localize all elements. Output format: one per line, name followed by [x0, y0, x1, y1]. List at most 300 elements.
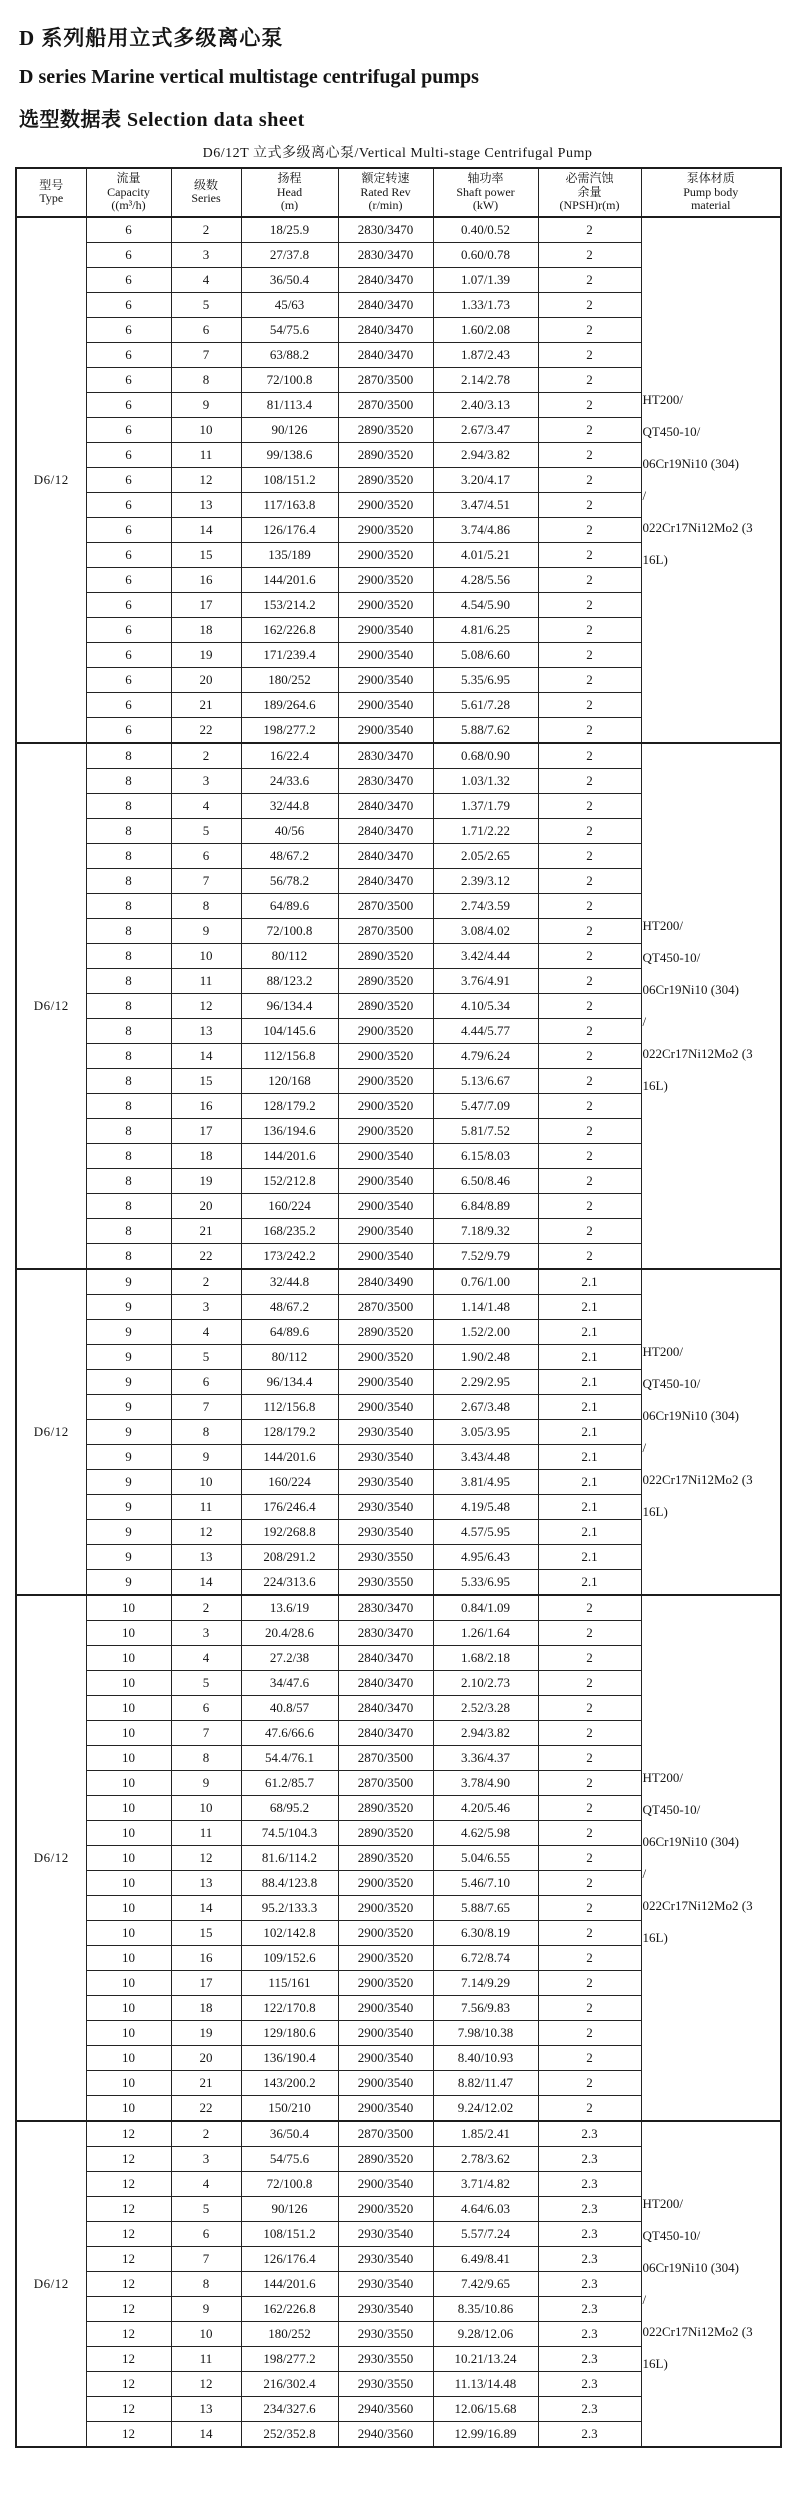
column-header-line: Capacity — [107, 184, 150, 199]
npsh-cell: 2 — [538, 592, 641, 617]
npsh-cell: 2.3 — [538, 2296, 641, 2321]
column-header-line: 流量 — [116, 171, 141, 185]
shaft-power-cell: 5.04/6.55 — [433, 1845, 538, 1870]
capacity-cell: 8 — [86, 743, 171, 769]
capacity-cell: 8 — [86, 868, 171, 893]
shaft-power-cell: 4.10/5.34 — [433, 993, 538, 1018]
material-line: 16L) — [642, 1929, 668, 1945]
head-cell: 150/210 — [241, 2095, 338, 2121]
capacity-cell: 10 — [86, 2070, 171, 2095]
head-cell: 80/112 — [241, 1344, 338, 1369]
rated-rev-cell: 2900/3540 — [338, 2045, 433, 2070]
rated-rev-cell: 2930/3550 — [338, 1569, 433, 1595]
npsh-cell: 2 — [538, 1745, 641, 1770]
series-cell: 18 — [171, 1143, 241, 1168]
rated-rev-cell: 2900/3540 — [338, 2020, 433, 2045]
series-cell: 7 — [171, 342, 241, 367]
rated-rev-cell: 2890/3520 — [338, 467, 433, 492]
series-cell: 4 — [171, 1645, 241, 1670]
head-cell: 162/226.8 — [241, 2296, 338, 2321]
table-row — [16, 217, 781, 243]
column-header-line: Series — [191, 191, 221, 206]
head-cell: 40/56 — [241, 818, 338, 843]
shaft-power-cell: 1.60/2.08 — [433, 317, 538, 342]
head-cell: 180/252 — [241, 667, 338, 692]
series-cell: 3 — [171, 768, 241, 793]
npsh-cell: 2 — [538, 692, 641, 717]
capacity-cell: 6 — [86, 417, 171, 442]
shaft-power-cell: 12.99/16.89 — [433, 2421, 538, 2447]
column-header-capacity — [86, 168, 171, 217]
column-header-line: Head — [276, 184, 303, 199]
capacity-cell: 12 — [86, 2271, 171, 2296]
shaft-power-cell: 8.40/10.93 — [433, 2045, 538, 2070]
npsh-cell: 2.3 — [538, 2171, 641, 2196]
capacity-cell: 10 — [86, 1945, 171, 1970]
rated-rev-cell: 2900/3520 — [338, 1945, 433, 1970]
material-line: HT200/ — [642, 1343, 683, 1359]
capacity-cell: 8 — [86, 1143, 171, 1168]
head-cell: 54/75.6 — [241, 2146, 338, 2171]
npsh-cell: 2 — [538, 1043, 641, 1068]
shaft-power-cell: 3.08/4.02 — [433, 918, 538, 943]
npsh-cell: 2 — [538, 1218, 641, 1243]
shaft-power-cell: 11.13/14.48 — [433, 2371, 538, 2396]
capacity-cell: 6 — [86, 592, 171, 617]
npsh-cell: 2 — [538, 392, 641, 417]
rated-rev-cell: 2890/3520 — [338, 1319, 433, 1344]
head-cell: 192/268.8 — [241, 1519, 338, 1544]
rated-rev-cell: 2900/3540 — [338, 1369, 433, 1394]
capacity-cell: 10 — [86, 1845, 171, 1870]
head-cell: 61.2/85.7 — [241, 1770, 338, 1795]
rated-rev-cell: 2830/3470 — [338, 768, 433, 793]
shaft-power-cell: 5.47/7.09 — [433, 1093, 538, 1118]
rated-rev-cell: 2900/3520 — [338, 2196, 433, 2221]
shaft-power-cell: 5.88/7.65 — [433, 1895, 538, 1920]
head-cell: 126/176.4 — [241, 517, 338, 542]
npsh-cell: 2 — [538, 1620, 641, 1645]
capacity-cell: 12 — [86, 2346, 171, 2371]
rated-rev-cell: 2840/3470 — [338, 342, 433, 367]
series-cell: 20 — [171, 667, 241, 692]
shaft-power-cell: 7.98/10.38 — [433, 2020, 538, 2045]
shaft-power-cell: 4.01/5.21 — [433, 542, 538, 567]
shaft-power-cell: 2.10/2.73 — [433, 1670, 538, 1695]
head-cell: 72/100.8 — [241, 2171, 338, 2196]
npsh-cell: 2 — [538, 717, 641, 743]
head-cell: 104/145.6 — [241, 1018, 338, 1043]
shaft-power-cell: 1.68/2.18 — [433, 1645, 538, 1670]
series-cell: 11 — [171, 968, 241, 993]
head-cell: 32/44.8 — [241, 1269, 338, 1295]
npsh-cell: 2 — [538, 2045, 641, 2070]
head-cell: 108/151.2 — [241, 467, 338, 492]
capacity-cell: 8 — [86, 1118, 171, 1143]
rated-rev-cell: 2930/3540 — [338, 1444, 433, 1469]
head-cell: 129/180.6 — [241, 2020, 338, 2045]
npsh-cell: 2 — [538, 442, 641, 467]
npsh-cell: 2.1 — [538, 1294, 641, 1319]
rated-rev-cell: 2900/3540 — [338, 642, 433, 667]
rated-rev-cell: 2930/3540 — [338, 1469, 433, 1494]
capacity-cell: 8 — [86, 843, 171, 868]
head-cell: 72/100.8 — [241, 918, 338, 943]
shaft-power-cell: 1.90/2.48 — [433, 1344, 538, 1369]
series-cell: 18 — [171, 1995, 241, 2020]
capacity-cell: 10 — [86, 2045, 171, 2070]
capacity-cell: 10 — [86, 1970, 171, 1995]
series-cell: 5 — [171, 818, 241, 843]
rated-rev-cell: 2900/3520 — [338, 1068, 433, 1093]
capacity-cell: 8 — [86, 968, 171, 993]
npsh-cell: 2 — [538, 943, 641, 968]
column-header-series — [171, 168, 241, 217]
rated-rev-cell: 2870/3500 — [338, 2121, 433, 2147]
column-header-line: 型号 — [39, 177, 64, 192]
head-cell: 56/78.2 — [241, 868, 338, 893]
capacity-cell: 6 — [86, 467, 171, 492]
series-cell: 13 — [171, 1544, 241, 1569]
head-cell: 216/302.4 — [241, 2371, 338, 2396]
npsh-cell: 2.3 — [538, 2396, 641, 2421]
head-cell: 108/151.2 — [241, 2221, 338, 2246]
shaft-power-cell: 3.20/4.17 — [433, 467, 538, 492]
rated-rev-cell: 2900/3520 — [338, 1895, 433, 1920]
capacity-cell: 6 — [86, 517, 171, 542]
npsh-cell: 2 — [538, 1820, 641, 1845]
head-cell: 32/44.8 — [241, 793, 338, 818]
shaft-power-cell: 3.78/4.90 — [433, 1770, 538, 1795]
npsh-cell: 2 — [538, 617, 641, 642]
head-cell: 112/156.8 — [241, 1394, 338, 1419]
rated-rev-cell: 2870/3500 — [338, 367, 433, 392]
npsh-cell: 2 — [538, 642, 641, 667]
rated-rev-cell: 2900/3540 — [338, 1995, 433, 2020]
capacity-cell: 12 — [86, 2146, 171, 2171]
rated-rev-cell: 2830/3470 — [338, 1620, 433, 1645]
table-row — [16, 1595, 781, 1621]
head-cell: 48/67.2 — [241, 1294, 338, 1319]
series-cell: 16 — [171, 1093, 241, 1118]
material-line: 06Cr19Ni10 (304) — [642, 455, 739, 471]
npsh-cell: 2.3 — [538, 2321, 641, 2346]
npsh-cell: 2 — [538, 1118, 641, 1143]
head-cell: 234/327.6 — [241, 2396, 338, 2421]
material-cell — [641, 743, 781, 1269]
head-cell: 120/168 — [241, 1068, 338, 1093]
npsh-cell: 2 — [538, 868, 641, 893]
npsh-cell: 2 — [538, 2070, 641, 2095]
npsh-cell: 2.3 — [538, 2146, 641, 2171]
capacity-cell: 10 — [86, 1820, 171, 1845]
shaft-power-cell: 3.71/4.82 — [433, 2171, 538, 2196]
npsh-cell: 2.1 — [538, 1369, 641, 1394]
shaft-power-cell: 4.81/6.25 — [433, 617, 538, 642]
capacity-cell: 9 — [86, 1444, 171, 1469]
shaft-power-cell: 6.72/8.74 — [433, 1945, 538, 1970]
material-line: QT450-10/ — [642, 949, 701, 965]
shaft-power-cell: 2.05/2.65 — [433, 843, 538, 868]
series-cell: 21 — [171, 692, 241, 717]
shaft-power-cell: 5.08/6.60 — [433, 642, 538, 667]
rated-rev-cell: 2900/3520 — [338, 592, 433, 617]
shaft-power-cell: 10.21/13.24 — [433, 2346, 538, 2371]
head-cell: 18/25.9 — [241, 217, 338, 243]
head-cell: 34/47.6 — [241, 1670, 338, 1695]
material-line: 06Cr19Ni10 (304) — [642, 981, 739, 997]
npsh-cell: 2 — [538, 1093, 641, 1118]
capacity-cell: 10 — [86, 2020, 171, 2045]
npsh-cell: 2 — [538, 1068, 641, 1093]
capacity-cell: 12 — [86, 2421, 171, 2447]
npsh-cell: 2 — [538, 1143, 641, 1168]
capacity-cell: 6 — [86, 342, 171, 367]
column-header-line: Shaft power — [456, 184, 515, 199]
series-cell: 3 — [171, 1620, 241, 1645]
head-cell: 88.4/123.8 — [241, 1870, 338, 1895]
shaft-power-cell: 5.88/7.62 — [433, 717, 538, 743]
column-header-material — [641, 168, 781, 217]
head-cell: 48/67.2 — [241, 843, 338, 868]
column-header-line: 余量 — [577, 184, 602, 199]
series-cell: 9 — [171, 918, 241, 943]
head-cell: 27.2/38 — [241, 1645, 338, 1670]
head-cell: 74.5/104.3 — [241, 1820, 338, 1845]
npsh-cell: 2 — [538, 1695, 641, 1720]
capacity-cell: 6 — [86, 617, 171, 642]
npsh-cell: 2 — [538, 1870, 641, 1895]
rated-rev-cell: 2900/3520 — [338, 1344, 433, 1369]
series-cell: 4 — [171, 2171, 241, 2196]
shaft-power-cell: 1.52/2.00 — [433, 1319, 538, 1344]
npsh-cell: 2 — [538, 1920, 641, 1945]
npsh-cell: 2 — [538, 292, 641, 317]
shaft-power-cell: 3.43/4.48 — [433, 1444, 538, 1469]
series-cell: 10 — [171, 2321, 241, 2346]
capacity-cell: 12 — [86, 2171, 171, 2196]
head-cell: 16/22.4 — [241, 743, 338, 769]
npsh-cell: 2 — [538, 1168, 641, 1193]
series-cell: 2 — [171, 743, 241, 769]
shaft-power-cell: 5.35/6.95 — [433, 667, 538, 692]
rated-rev-cell: 2930/3540 — [338, 1519, 433, 1544]
capacity-cell: 10 — [86, 2095, 171, 2121]
material-line: QT450-10/ — [642, 423, 701, 439]
npsh-cell: 2 — [538, 993, 641, 1018]
capacity-cell: 10 — [86, 1795, 171, 1820]
type-cell: D6/12 — [16, 1269, 86, 1595]
head-cell: 122/170.8 — [241, 1995, 338, 2020]
capacity-cell: 12 — [86, 2221, 171, 2246]
rated-rev-cell: 2840/3470 — [338, 793, 433, 818]
npsh-cell: 2 — [538, 1720, 641, 1745]
capacity-cell: 9 — [86, 1519, 171, 1544]
npsh-cell: 2 — [538, 1770, 641, 1795]
rated-rev-cell: 2940/3560 — [338, 2421, 433, 2447]
column-header-line: 泵体材质 — [686, 171, 735, 185]
rated-rev-cell: 2830/3470 — [338, 1595, 433, 1621]
capacity-cell: 6 — [86, 667, 171, 692]
series-cell: 6 — [171, 1369, 241, 1394]
rated-rev-cell: 2830/3470 — [338, 217, 433, 243]
rated-rev-cell: 2900/3540 — [338, 2171, 433, 2196]
head-cell: 47.6/66.6 — [241, 1720, 338, 1745]
document-title-en: D series Marine vertical multistage centrifugal pumps — [19, 66, 479, 88]
capacity-cell: 9 — [86, 1294, 171, 1319]
rated-rev-cell: 2900/3520 — [338, 492, 433, 517]
table-caption: D6/12T 立式多级离心泵/Vertical Multi-stage Centrifugal Pump — [202, 146, 593, 161]
capacity-cell: 12 — [86, 2296, 171, 2321]
head-cell: 168/235.2 — [241, 1218, 338, 1243]
material-cell — [641, 1269, 781, 1595]
capacity-cell: 10 — [86, 1995, 171, 2020]
material-line: / — [642, 1013, 647, 1029]
head-cell: 64/89.6 — [241, 893, 338, 918]
head-cell: 36/50.4 — [241, 2121, 338, 2147]
head-cell: 252/352.8 — [241, 2421, 338, 2447]
series-cell: 3 — [171, 1294, 241, 1319]
column-header-line: Type — [39, 191, 64, 206]
column-header-line: ((m³/h) — [111, 198, 146, 212]
shaft-power-cell: 6.49/8.41 — [433, 2246, 538, 2271]
head-cell: 95.2/133.3 — [241, 1895, 338, 1920]
shaft-power-cell: 6.84/8.89 — [433, 1193, 538, 1218]
shaft-power-cell: 4.57/5.95 — [433, 1519, 538, 1544]
material-line: / — [642, 2291, 647, 2307]
series-cell: 2 — [171, 1269, 241, 1295]
capacity-cell: 10 — [86, 1620, 171, 1645]
rated-rev-cell: 2840/3470 — [338, 843, 433, 868]
capacity-cell: 12 — [86, 2321, 171, 2346]
series-cell: 11 — [171, 2346, 241, 2371]
series-cell: 7 — [171, 1720, 241, 1745]
rated-rev-cell: 2930/3540 — [338, 2221, 433, 2246]
rated-rev-cell: 2870/3500 — [338, 1770, 433, 1795]
rated-rev-cell: 2840/3470 — [338, 868, 433, 893]
series-cell: 9 — [171, 1770, 241, 1795]
capacity-cell: 8 — [86, 943, 171, 968]
npsh-cell: 2.3 — [538, 2121, 641, 2147]
shaft-power-cell: 8.35/10.86 — [433, 2296, 538, 2321]
head-cell: 63/88.2 — [241, 342, 338, 367]
head-cell: 109/152.6 — [241, 1945, 338, 1970]
capacity-cell: 10 — [86, 1895, 171, 1920]
shaft-power-cell: 3.76/4.91 — [433, 968, 538, 993]
npsh-cell: 2 — [538, 893, 641, 918]
column-header-line: (NPSH)r(m) — [559, 198, 620, 212]
capacity-cell: 6 — [86, 567, 171, 592]
npsh-cell: 2.3 — [538, 2421, 641, 2447]
npsh-cell: 2 — [538, 843, 641, 868]
series-cell: 21 — [171, 2070, 241, 2095]
series-cell: 20 — [171, 2045, 241, 2070]
shaft-power-cell: 3.05/3.95 — [433, 1419, 538, 1444]
shaft-power-cell: 5.57/7.24 — [433, 2221, 538, 2246]
rated-rev-cell: 2900/3540 — [338, 2070, 433, 2095]
series-cell: 3 — [171, 2146, 241, 2171]
material-line: / — [642, 1865, 647, 1881]
shaft-power-cell: 4.20/5.46 — [433, 1795, 538, 1820]
shaft-power-cell: 2.67/3.47 — [433, 417, 538, 442]
npsh-cell: 2 — [538, 267, 641, 292]
material-line: 16L) — [642, 1503, 668, 1519]
capacity-cell: 6 — [86, 217, 171, 243]
rated-rev-cell: 2900/3520 — [338, 1920, 433, 1945]
capacity-cell: 8 — [86, 893, 171, 918]
capacity-cell: 8 — [86, 1093, 171, 1118]
head-cell: 102/142.8 — [241, 1920, 338, 1945]
head-cell: 64/89.6 — [241, 1319, 338, 1344]
column-header-line: 扬程 — [277, 171, 302, 185]
capacity-cell: 6 — [86, 267, 171, 292]
head-cell: 96/134.4 — [241, 993, 338, 1018]
shaft-power-cell: 1.87/2.43 — [433, 342, 538, 367]
series-cell: 17 — [171, 1970, 241, 1995]
npsh-cell: 2 — [538, 1970, 641, 1995]
material-line: 16L) — [642, 551, 668, 567]
material-line: 06Cr19Ni10 (304) — [642, 2259, 739, 2275]
head-cell: 224/313.6 — [241, 1569, 338, 1595]
npsh-cell: 2.3 — [538, 2196, 641, 2221]
capacity-cell: 9 — [86, 1344, 171, 1369]
series-cell: 11 — [171, 442, 241, 467]
column-header-head — [241, 168, 338, 217]
series-cell: 16 — [171, 1945, 241, 1970]
npsh-cell: 2 — [538, 1995, 641, 2020]
shaft-power-cell: 4.44/5.77 — [433, 1018, 538, 1043]
series-cell: 19 — [171, 1168, 241, 1193]
shaft-power-cell: 4.64/6.03 — [433, 2196, 538, 2221]
rated-rev-cell: 2930/3540 — [338, 1419, 433, 1444]
head-cell: 88/123.2 — [241, 968, 338, 993]
series-cell: 19 — [171, 642, 241, 667]
head-cell: 36/50.4 — [241, 267, 338, 292]
series-cell: 15 — [171, 1068, 241, 1093]
npsh-cell: 2.1 — [538, 1344, 641, 1369]
table-row — [16, 2121, 781, 2147]
capacity-cell: 10 — [86, 1645, 171, 1670]
capacity-cell: 6 — [86, 367, 171, 392]
rated-rev-cell: 2900/3540 — [338, 1394, 433, 1419]
capacity-cell: 12 — [86, 2196, 171, 2221]
shaft-power-cell: 2.94/3.82 — [433, 442, 538, 467]
capacity-cell: 9 — [86, 1369, 171, 1394]
rated-rev-cell: 2890/3520 — [338, 2146, 433, 2171]
capacity-cell: 8 — [86, 818, 171, 843]
series-cell: 17 — [171, 1118, 241, 1143]
material-line: 022Cr17Ni12Mo2 (3 — [642, 1045, 753, 1061]
capacity-cell: 9 — [86, 1469, 171, 1494]
rated-rev-cell: 2930/3550 — [338, 2321, 433, 2346]
shaft-power-cell: 5.61/7.28 — [433, 692, 538, 717]
capacity-cell: 8 — [86, 1043, 171, 1068]
series-cell: 12 — [171, 993, 241, 1018]
rated-rev-cell: 2900/3540 — [338, 1243, 433, 1269]
head-cell: 128/179.2 — [241, 1419, 338, 1444]
head-cell: 189/264.6 — [241, 692, 338, 717]
series-cell: 2 — [171, 2121, 241, 2147]
shaft-power-cell: 0.60/0.78 — [433, 242, 538, 267]
capacity-cell: 12 — [86, 2396, 171, 2421]
series-cell: 2 — [171, 1595, 241, 1621]
series-cell: 14 — [171, 1895, 241, 1920]
shaft-power-cell: 0.76/1.00 — [433, 1269, 538, 1295]
series-cell: 22 — [171, 717, 241, 743]
column-header-line: (r/min) — [368, 198, 403, 212]
head-cell: 160/224 — [241, 1469, 338, 1494]
capacity-cell: 6 — [86, 442, 171, 467]
